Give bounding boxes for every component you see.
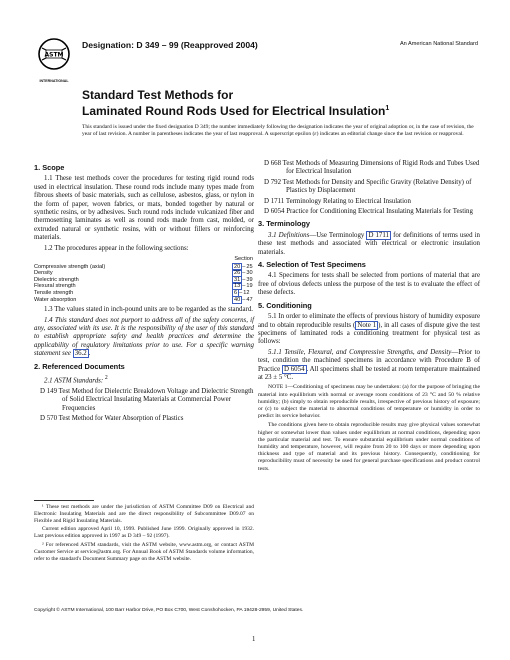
paragraph-3-1 bbox=[258, 232, 480, 257]
selection-heading: 4. Selection of Test Specimens bbox=[258, 260, 366, 270]
paragraph-4-1: 4.1 Specimens for tests shall be selected from portions of material that are free of obvious defects unless the purpose of the test is to evaluate the effect of these defects. bbox=[258, 272, 480, 297]
paragraph-1-1: 1.1 These test methods cover the procedures for testing rigid round rods used in electrical insulation. These round rods include many types made from fibrous sheets of basic materials, such as cellulose, asbestos, glass, or nylon in the form of paper, woven fabrics, or mats, bonded together by natural or synthetic resins, or by adhesives. Such round rods include vulcanized fiber and thermosetting laminates as well as round rods made from cast, molded, or extruded natural or synthetic resins, with or without fillers or reinforcing materials. bbox=[34, 175, 254, 242]
conditioning-heading: 5. Conditioning bbox=[258, 300, 312, 310]
section-link[interactable]: 25 bbox=[246, 263, 253, 270]
period: . bbox=[88, 350, 91, 358]
table-row: Dielectric strength 31 –39 bbox=[34, 276, 253, 283]
paragraph-1-4 bbox=[34, 317, 254, 359]
reference-item bbox=[258, 198, 480, 206]
note-1: NOTE 1—Conditioning of specimens may be undertaken: (a) for the purpose of bringing the material into equilibrium with normal or average room conditions of 23 °C and 50 % relative humidity; (b) simply to obtain reproducible results, irrespective of previous history of exposure; or (c) to subject the material to abnormal conditions of temperature or humidity in order to predict its service behavior. bbox=[258, 384, 480, 420]
american-national-standard-label: An American National Standard bbox=[399, 41, 478, 47]
title-line-2 bbox=[82, 102, 389, 118]
reference-item bbox=[258, 208, 480, 216]
reference-text: Test Method for Water Absorption of Plastics bbox=[58, 414, 184, 422]
reference-id: D 6054 bbox=[264, 208, 285, 216]
section-link[interactable]: 13 bbox=[234, 283, 241, 290]
title-footnote-marker: 1 bbox=[385, 105, 390, 112]
svg-text:ASTM: ASTM bbox=[44, 51, 64, 59]
paragraph-5-1 bbox=[258, 313, 480, 347]
section-name: Compressive strength (axial) bbox=[34, 263, 106, 270]
terminology-text-b: for definitions of terms used in these test methods and associated with electrical or electronic insulation materials. bbox=[258, 231, 480, 256]
copyright: Copyright © ASTM International, 100 Barr Harbor Drive, PO Box C700, West Conshohocken, PA 19428-2959, United States. bbox=[34, 608, 304, 613]
section-link[interactable]: 47 bbox=[246, 296, 253, 303]
astm-logo bbox=[36, 36, 72, 83]
paragraph-5-1-1-text-b: . All specimens shall be tested at room temperature maintained at 23 ± 5 °C. bbox=[258, 365, 480, 381]
astm-standards-label-text: 2.1 ASTM Standards: bbox=[44, 377, 104, 385]
definitions-lead: 3.1 Definitions bbox=[268, 231, 310, 239]
table-row: Density 26 –30 bbox=[34, 270, 253, 277]
left-column bbox=[34, 160, 254, 425]
reference-id: D 570 bbox=[40, 414, 58, 422]
reference-item bbox=[258, 160, 480, 177]
section-link[interactable]: 31 bbox=[234, 276, 241, 283]
sections-table bbox=[34, 255, 254, 303]
safety-statement: 1.4 This standard does not purport to address all of the safety concerns, if any, associated with its use. It is the responsibility of the user of this standard to establish appropriate safety and health practices and determine the applicability of regulatory limitations prior to use. For a specific warning statement see bbox=[34, 316, 254, 358]
astm-logo-icon bbox=[36, 36, 72, 80]
paragraph-1-2: 1.2 The procedures appear in the following sections: bbox=[44, 244, 189, 252]
reference-id: D 792 bbox=[264, 178, 282, 186]
referenced-documents-heading: 2. Referenced Documents bbox=[34, 361, 125, 371]
section-name: Water absorption bbox=[34, 296, 77, 303]
footnote-rule bbox=[34, 500, 94, 501]
terminology-heading: 3. Terminology bbox=[258, 219, 311, 229]
scope-heading: 1. Scope bbox=[34, 163, 65, 172]
section-name: Tensile strength bbox=[34, 290, 74, 297]
table-row: Flexural strength 13 –19 bbox=[34, 283, 253, 290]
section-link[interactable]: 26 bbox=[234, 270, 241, 277]
designation: Designation: D 349 – 99 (Reapproved 2004) bbox=[82, 40, 258, 50]
section-name: Dielectric strength bbox=[34, 276, 79, 283]
table-row: Compressive strength (axial) 20 –25 bbox=[34, 263, 253, 270]
reference-item bbox=[258, 179, 480, 196]
reference-item bbox=[34, 388, 254, 413]
conditioning-text-a: 5.1 In order to eliminate the effects of previous history of humidity exposure and to obtain reproducible results ( bbox=[258, 313, 480, 329]
reference-id: D 149 bbox=[40, 387, 58, 395]
title-line-2-text: Laminated Round Rods Used for Electrical Insulation bbox=[82, 104, 386, 118]
astm-standards-label bbox=[34, 374, 254, 386]
reference-text: Test Methods for Density and Specific Gravity (Relative Density) of Plastics by Displacement bbox=[282, 178, 472, 195]
logo-caption: INTERNATIONAL bbox=[39, 79, 69, 83]
note-1-link[interactable]: Note 1 bbox=[357, 321, 377, 329]
section-name: Flexural strength bbox=[34, 283, 76, 290]
footnote-2: ² For referenced ASTM standards, visit the ASTM website, www.astm.org, or contact ASTM Customer Service at service@astm.org. For Annual Book of ASTM Standards volume information, refer to the standard's Document Summary page on the ASTM website. bbox=[34, 541, 254, 562]
footnote-1-edition: Current edition approved April 10, 1999. Published June 1999. Originally approved in 1932. Last previous edition approved in 1997 as D 349 – 92 (1997). bbox=[34, 526, 254, 540]
section-link[interactable]: 30 bbox=[246, 270, 253, 277]
note-1-continued: The conditions given here to obtain reproducible results may give physical values somewhat higher or somewhat lower than values under equilibrium at normal conditions, depending upon the particular material and test. To ensure substantial equilibrium under normal conditions of humidity and temperature, however, will require from 20 to 100 days or more depending upon thickness and type of material and its previous history. Consequently, conditioning for reproducibility must of necessity be used for general purchase specifications and product control tests. bbox=[258, 422, 480, 472]
warning-link-36-2[interactable]: 36.2 bbox=[74, 350, 87, 358]
reference-text: Terminology Relating to Electrical Insulation bbox=[285, 197, 411, 205]
section-link[interactable]: 6 bbox=[234, 290, 238, 297]
reference-text: Practice for Conditioning Electrical Insulating Materials for Testing bbox=[286, 208, 473, 216]
table-row: Water absorption 40 –47 bbox=[34, 296, 253, 303]
section-column-header: Section bbox=[234, 256, 253, 263]
terminology-link-d1711[interactable]: D 1711 bbox=[368, 231, 390, 239]
section-link[interactable]: 39 bbox=[246, 276, 253, 283]
right-column bbox=[258, 160, 480, 475]
document-title bbox=[82, 88, 389, 118]
title-line-1: Standard Test Methods for bbox=[82, 88, 234, 102]
reference-id: D 1711 bbox=[264, 197, 285, 205]
section-link[interactable]: 40 bbox=[234, 296, 241, 303]
footnotes bbox=[34, 504, 254, 564]
reference-text: Test Method for Dielectric Breakdown Voltage and Dielectric Strength of Solid Electrical Insulating Materials at Commercial Power Frequencies bbox=[58, 387, 254, 412]
page-number: 1 bbox=[252, 636, 256, 643]
astm-footnote-marker: 2 bbox=[104, 375, 108, 382]
section-name: Density bbox=[34, 270, 53, 277]
practice-link-d6054[interactable]: D 6054 bbox=[283, 365, 305, 373]
issued-note: This standard is issued under the fixed designation D 349; the number immediately following the designation indicates the year of original adoption or, in the case of revision, the year of last revision. A number in parentheses indicates the year of last reapproval. A superscript epsilon (ε) indicates an editorial change since the last revision or reapproval. bbox=[82, 124, 474, 137]
conditioning-text-b: ), in all cases of dispute give the test specimens of laminated rods a conditioning treatment for physical test as follows: bbox=[258, 321, 480, 346]
section-link[interactable]: 12 bbox=[243, 290, 250, 297]
section-link[interactable]: 19 bbox=[246, 283, 253, 290]
reference-item bbox=[34, 415, 254, 423]
paragraph-1-3: 1.3 The values stated in inch-pound units are to be regarded as the standard. bbox=[44, 306, 254, 314]
terminology-text-a: —Use Terminology bbox=[309, 231, 365, 239]
reference-text: Test Methods of Measuring Dimensions of Rigid Rods and Tubes Used for Electrical Insulation bbox=[282, 160, 480, 176]
section-link[interactable]: 20 bbox=[234, 263, 241, 270]
reference-id: D 668 bbox=[264, 160, 282, 167]
paragraph-5-1-1-text-a: —Prior to test, condition the machined specimens in accordance with Procedure B of Practice bbox=[258, 348, 480, 373]
table-row: Tensile strength 6 –12 bbox=[34, 290, 250, 297]
paragraph-5-1-1 bbox=[258, 349, 480, 383]
footnote-1: ¹ These test methods are under the jurisdiction of ASTM Committee D09 on Electrical and Electronic Insulating Materials and are the direct responsibility of Subcommittee D09.07 on Flexible and Rigid Insulating Materials. bbox=[34, 504, 254, 524]
paragraph-5-1-1-lead: 5.1.1 Tensile, Flexural, and Compressive Strengths, and Density bbox=[268, 348, 452, 356]
